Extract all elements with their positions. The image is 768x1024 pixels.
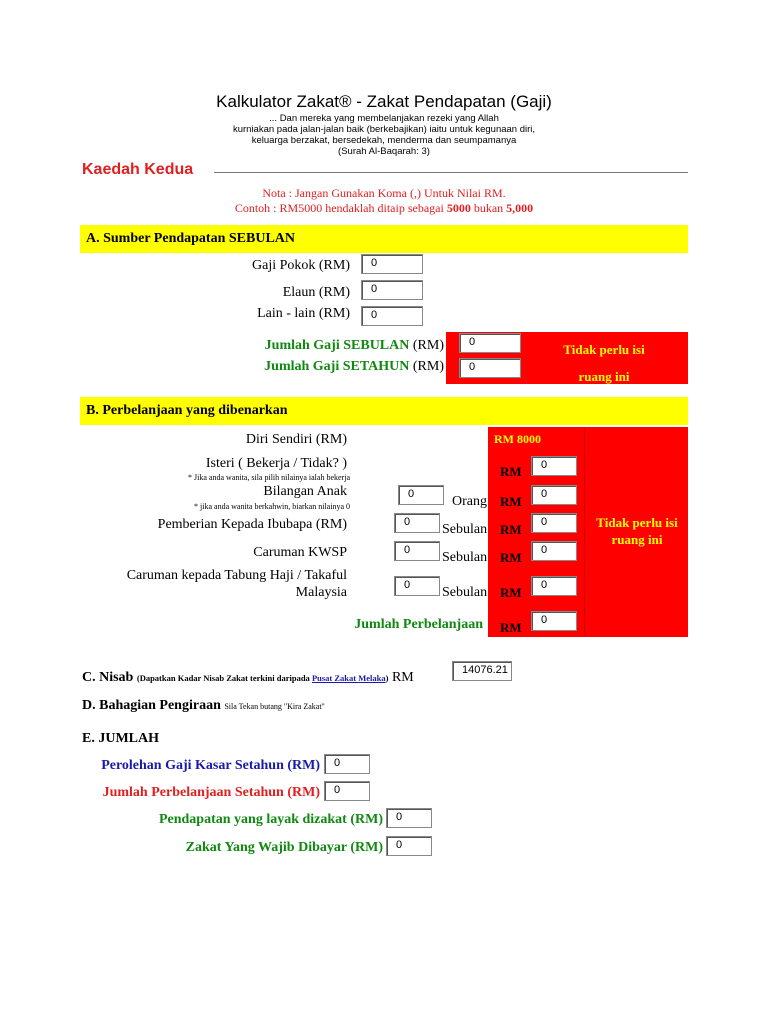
ibubapa-output: 0 (531, 513, 577, 533)
tabung-input[interactable]: 0 (394, 576, 440, 596)
anak-input[interactable]: 0 (398, 485, 444, 505)
isteri-rm: RM (500, 464, 522, 479)
jumlah-perbelanjaan-rm: RM (500, 620, 522, 635)
nota-bold-2: 5,000 (506, 201, 534, 215)
verse-line-3: keluarga berzakat, bersedekah, menderma dan seumpamanya (251, 135, 517, 146)
page-title: Kalkulator Zakat® - Zakat Pendapatan (Gaji) (216, 92, 552, 111)
pengiraan-row (82, 698, 325, 714)
jumlah-setahun-suffix: (RM) (409, 359, 444, 374)
diri-amount: RM 8000 (494, 432, 541, 446)
verse-line-1: ... Dan mereka yang membelanjakan rezeki yang Allah (269, 113, 499, 124)
verse-line-4: (Surah Al-Baqarah: 3) (338, 146, 430, 157)
jumlah-sebulan-label (200, 338, 444, 354)
jumlah-setahun-label (200, 359, 444, 375)
isteri-label: Isteri ( Bekerja / Tidak? ) (205, 456, 347, 471)
section-b-notice-2: ruang ini (611, 532, 663, 547)
jumlah-setahun-output: 0 (459, 358, 521, 378)
tabung-unit: Sebulan (442, 585, 488, 600)
anak-note: * jika anda wanita berkahwin, biarkan nilainya 0 (194, 502, 350, 511)
nota-line-1: Nota : Jangan Gunakan Koma (,) Untuk Nilai RM. (262, 186, 506, 200)
zakat-output: 0 (386, 836, 432, 856)
anak-unit: Orang (452, 494, 487, 509)
section-b-box-divider (584, 427, 585, 637)
pengiraan-title: D. Bahagian Pengiraan (82, 698, 221, 713)
nota-mid: bukan (470, 201, 507, 215)
nota-prefix: Contoh : RM5000 hendaklah ditaip sebagai (234, 201, 447, 215)
nisab-note-suffix: ) (385, 673, 389, 683)
nota-line-2 (0, 201, 768, 216)
pusat-zakat-link[interactable]: Pusat Zakat Melaka (311, 673, 386, 683)
elaun-input[interactable]: 0 (361, 280, 423, 300)
pendapatan-label: Pendapatan yang layak dizakat (RM) (158, 812, 383, 827)
perbelanjaan-setahun-output: 0 (324, 781, 370, 801)
verse-line-2: kurniakan pada jalan-jalan baik (berkebajikan) iaitu untuk kegunaan diri, (232, 124, 536, 135)
kaedah-divider (214, 172, 688, 173)
anak-output: 0 (531, 485, 577, 505)
kwsp-output: 0 (531, 541, 577, 561)
ibubapa-label: Pemberian Kepada Ibubapa (RM) (157, 517, 347, 532)
diri-label: Diri Sendiri (RM) (245, 432, 347, 447)
isteri-note: * Jika anda wanita, sila pilih nilainya ialah bekerja (188, 473, 350, 482)
nisab-title: C. Nisab (82, 670, 134, 685)
elaun-label: Elaun (RM) (282, 285, 350, 300)
nisab-note-prefix: (Dapatkan Kadar Nisab Zakat terkini daripada (136, 673, 312, 683)
pendapatan-output: 0 (386, 808, 432, 828)
jumlah-perbelanjaan-label: Jumlah Perbelanjaan (354, 617, 483, 632)
jumlah-sebulan-suffix: (RM) (409, 338, 444, 353)
ibubapa-input[interactable]: 0 (394, 513, 440, 533)
anak-rm: RM (500, 494, 522, 509)
lain-label: Lain - lain (RM) (257, 306, 350, 321)
jumlah-title: E. JUMLAH (82, 731, 159, 746)
anak-label: Bilangan Anak (263, 484, 347, 499)
section-a-notice-1: Tidak perlu isi (563, 342, 645, 357)
jumlah-sebulan-output: 0 (459, 333, 521, 353)
nisab-rm: RM (391, 670, 414, 685)
kaedah-heading: Kaedah Kedua (82, 161, 194, 178)
perbelanjaan-setahun-label: Jumlah Perbelanjaan Setahun (RM) (102, 785, 320, 800)
gaji-pokok-label: Gaji Pokok (RM) (252, 258, 350, 273)
section-a-notice-2: ruang ini (578, 369, 630, 384)
tabung-rm: RM (500, 585, 522, 600)
ibubapa-rm: RM (500, 522, 522, 537)
kwsp-unit: Sebulan (442, 550, 488, 565)
isteri-output: 0 (531, 456, 577, 476)
tabung-label-1: Caruman kepada Tabung Haji / Takaful (126, 568, 347, 583)
tabung-output: 0 (531, 576, 577, 596)
jumlah-sebulan-text: Jumlah Gaji SEBULAN (264, 338, 410, 353)
nisab-output: 14076.21 (452, 661, 512, 681)
kwsp-input[interactable]: 0 (394, 541, 440, 561)
lain-input[interactable]: 0 (361, 306, 423, 326)
nota-bold-1: 5000 (446, 201, 471, 215)
section-a-header: A. Sumber Pendapatan SEBULAN (80, 225, 688, 253)
ibubapa-unit: Sebulan (442, 522, 488, 537)
zakat-label: Zakat Yang Wajib Dibayar (RM) (185, 840, 383, 855)
gaji-pokok-input[interactable]: 0 (361, 254, 423, 274)
nisab-row (82, 670, 414, 686)
section-b-header: B. Perbelanjaan yang dibenarkan (80, 397, 688, 425)
perolehan-output: 0 (324, 754, 370, 774)
jumlah-setahun-text: Jumlah Gaji SETAHUN (264, 359, 410, 374)
pengiraan-note: Sila Tekan butang "Kira Zakat" (224, 702, 325, 711)
kwsp-rm: RM (500, 550, 522, 565)
section-b-notice-1: Tidak perlu isi (596, 515, 678, 530)
tabung-label-2: Malaysia (295, 585, 347, 600)
kwsp-label: Caruman KWSP (253, 545, 347, 560)
nisab-note (137, 673, 389, 683)
jumlah-perbelanjaan-output: 0 (531, 611, 577, 631)
perolehan-label: Perolehan Gaji Kasar Setahun (RM) (101, 758, 320, 773)
